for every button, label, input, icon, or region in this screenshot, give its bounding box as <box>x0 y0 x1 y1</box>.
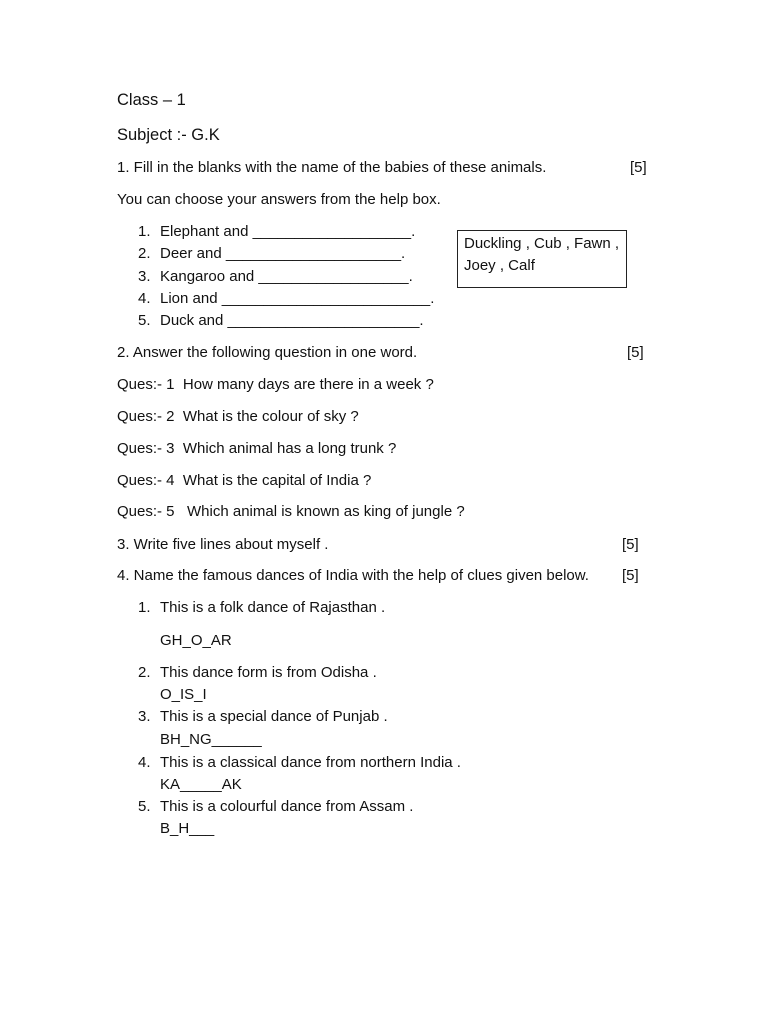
q4-answer-blank: O_IS_I <box>160 686 207 703</box>
q4-item-number: 2. <box>138 664 151 681</box>
q2-question: Ques:- 3 Which animal has a long trunk ? <box>117 440 397 457</box>
q4-clue: This is a folk dance of Rajasthan . <box>160 599 386 616</box>
q1-item-number: 5. <box>138 312 151 329</box>
q1-item-text: Elephant and ___________________. <box>160 223 416 240</box>
q3-marks: [5] <box>622 536 639 553</box>
q1-item-text: Duck and _______________________. <box>160 312 424 329</box>
q1-item-number: 4. <box>138 290 151 307</box>
q4-answer-blank: KA_____AK <box>160 776 242 793</box>
q4-answer-blank: B_H___ <box>160 820 215 837</box>
q4-clue: This dance form is from Odisha . <box>160 664 377 681</box>
subject-label: Subject :- G.K <box>117 126 220 144</box>
q1-item-number: 2. <box>138 245 151 262</box>
q1-item-text: Deer and _____________________. <box>160 245 406 262</box>
q2-marks: [5] <box>627 344 644 361</box>
help-box: Duckling , Cub , Fawn , Joey , Calf <box>457 230 627 288</box>
q1-heading: 1. Fill in the blanks with the name of the babies of these animals. <box>117 159 547 176</box>
q1-instruction: You can choose your answers from the help box. <box>117 191 441 208</box>
q4-item-number: 1. <box>138 599 151 616</box>
q4-clue: This is a classical dance from northern India . <box>160 754 461 771</box>
q4-item-number: 4. <box>138 754 151 771</box>
q1-item-number: 1. <box>138 223 151 240</box>
q1-item-text: Kangaroo and __________________. <box>160 268 413 285</box>
q2-question: Ques:- 1 How many days are there in a week ? <box>117 376 434 393</box>
q1-marks: [5] <box>630 159 647 176</box>
q4-item-number: 5. <box>138 798 151 815</box>
q2-question: Ques:- 2 What is the colour of sky ? <box>117 408 359 425</box>
q4-answer-blank: BH_NG______ <box>160 731 262 748</box>
q2-question: Ques:- 4 What is the capital of India ? <box>117 472 372 489</box>
class-label: Class – 1 <box>117 91 186 109</box>
q3-heading: 3. Write five lines about myself . <box>117 536 329 553</box>
q2-question: Ques:- 5 Which animal is known as king of jungle ? <box>117 503 465 520</box>
q4-item-number: 3. <box>138 708 151 725</box>
q1-item-text: Lion and _________________________. <box>160 290 435 307</box>
q4-heading: 4. Name the famous dances of India with the help of clues given below. <box>117 567 589 584</box>
q4-marks: [5] <box>622 567 639 584</box>
q1-item-number: 3. <box>138 268 151 285</box>
q4-clue: This is a colourful dance from Assam . <box>160 798 414 815</box>
q2-heading: 2. Answer the following question in one word. <box>117 344 418 361</box>
q4-answer-blank: GH_O_AR <box>160 632 232 649</box>
q4-clue: This is a special dance of Punjab . <box>160 708 388 725</box>
